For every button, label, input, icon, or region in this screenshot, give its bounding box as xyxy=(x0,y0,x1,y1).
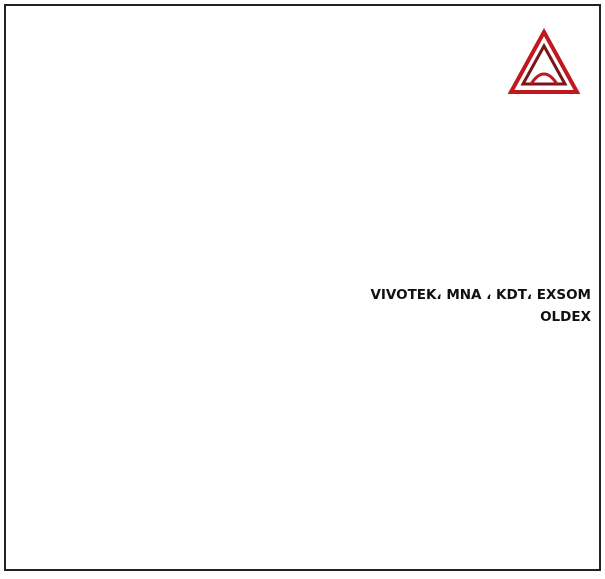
purchase-instructions xyxy=(14,218,591,240)
requirements xyxy=(14,328,591,350)
bid-guarantee xyxy=(14,196,591,218)
contract-duration xyxy=(14,174,591,196)
lead-paragraph xyxy=(14,130,591,152)
header xyxy=(6,6,599,126)
notice-page xyxy=(4,4,601,571)
notice-body xyxy=(14,130,591,563)
approved-brands-2: OLDEX xyxy=(540,309,591,325)
lead-paragraph-rest xyxy=(14,152,591,174)
approved-brands: VIVOTEK، MNA ، KDT، EXSOM xyxy=(370,287,591,303)
company-logo xyxy=(503,24,585,120)
address xyxy=(14,240,591,262)
phones xyxy=(14,262,591,284)
